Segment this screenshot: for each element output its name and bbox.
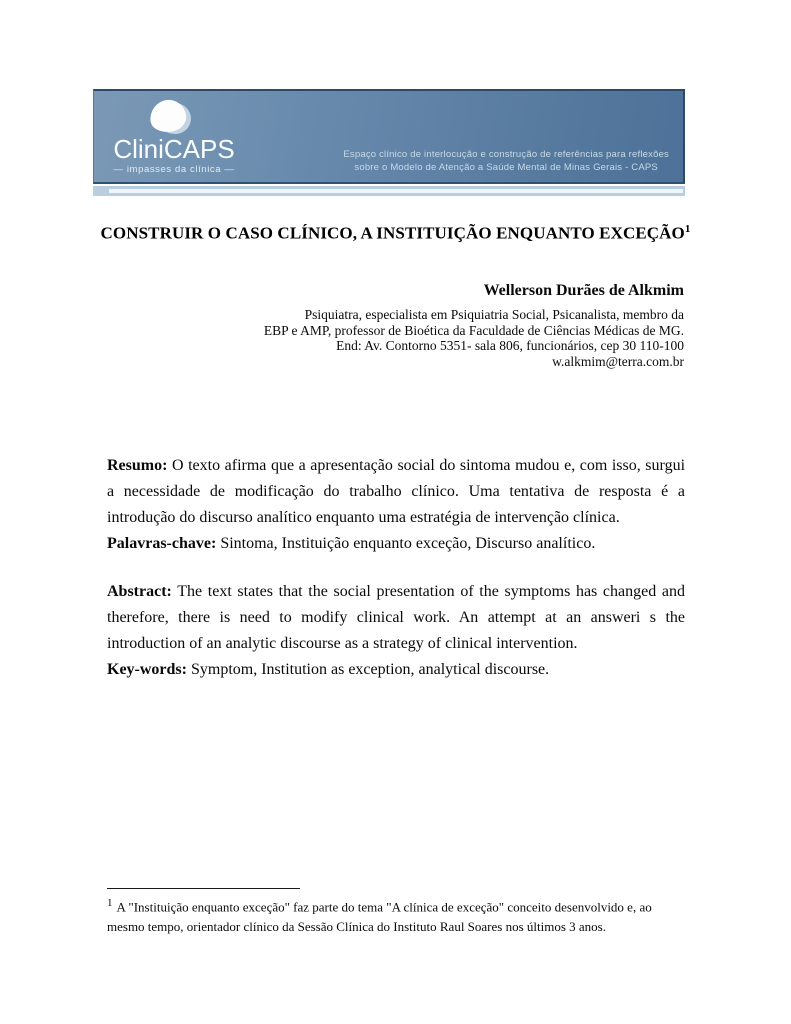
author-email: w.alkmim@terra.com.br	[552, 353, 684, 369]
banner-description-line2: sobre o Modelo de Atenção a Saúde Mental de Minas Gerais - CAPS	[354, 162, 658, 173]
banner-description	[343, 148, 669, 174]
palavras-chave-line	[107, 531, 685, 557]
footnote-separator-rule	[107, 888, 300, 889]
resumo-text: O texto afirma que a apresentação social do sintoma mudou e, com isso, surgui a necessidade de modificação do trabalho clínico. Uma tentativa de resposta é a introdução do discurso analítico enquanto uma estratégia de intervenção clínica.	[107, 457, 686, 526]
key-words-line	[107, 657, 685, 683]
key-words-label: Key-words:	[107, 661, 187, 678]
banner-description-line1: Espaço clínico de interlocução e construção de referências para reflexões	[343, 149, 669, 160]
clinicaps-banner	[93, 89, 685, 184]
resumo-section	[107, 453, 685, 557]
banner-bottom-strip	[93, 186, 685, 196]
abstract-paragraph	[107, 579, 685, 657]
article-title	[0, 223, 791, 244]
author-name: Wellerson Durães de Alkmim	[483, 282, 684, 299]
banner-bottom-strip-highlight	[109, 189, 683, 193]
author-affiliation-line: EBP e AMP, professor de Bioética da Faculdade de Ciências Médicas de MG.	[263, 322, 684, 338]
key-words-text: Symptom, Institution as exception, analytical discourse.	[190, 661, 550, 678]
palavras-chave-label: Palavras-chave:	[107, 535, 217, 552]
clinicaps-logo-tagline: — impasses da clínica —	[113, 164, 235, 175]
clinicaps-logo	[108, 100, 240, 175]
resumo-paragraph	[107, 453, 685, 531]
author-address-line: End: Av. Contorno 5351- sala 806, funcionários, cep 30 110-100	[336, 338, 684, 353]
title-footnote-ref: 1	[684, 223, 691, 236]
footnote	[107, 893, 687, 937]
author-block	[264, 281, 684, 369]
footnote-text: A "Instituição enquanto exceção" faz parte do tema "A clínica de exceção" conceito desenvolvido e, ao mesmo tempo, orientador clínico da Sessão Clínica do Instituto Raul Soares nos últimos 3 anos.	[107, 899, 652, 935]
abstract-text: The text states that the social presentation of the symptoms has changed and therefore, there is need to modify clinical work. An attempt at an answeri s the introduction of an analytic discourse as a strategy of clinical intervention.	[107, 583, 685, 652]
clinicaps-egg-icon	[150, 100, 194, 134]
palavras-chave-text: Sintoma, Instituição enquanto exceção, Discurso analítico.	[220, 535, 596, 552]
abstract-section	[107, 579, 685, 683]
author-affiliation-line: Psiquiatra, especialista em Psiquiatria Social, Psicanalista, membro da	[304, 307, 684, 322]
resumo-label: Resumo:	[107, 457, 168, 474]
abstract-label: Abstract:	[107, 583, 172, 600]
article-title-text: CONSTRUIR O CASO CLÍNICO, A INSTITUIÇÃO ENQUANTO EXCEÇÃO	[100, 224, 685, 244]
footnote-ref-number: 1	[107, 897, 113, 909]
clinicaps-logo-text: CliniCAPS	[113, 134, 235, 164]
